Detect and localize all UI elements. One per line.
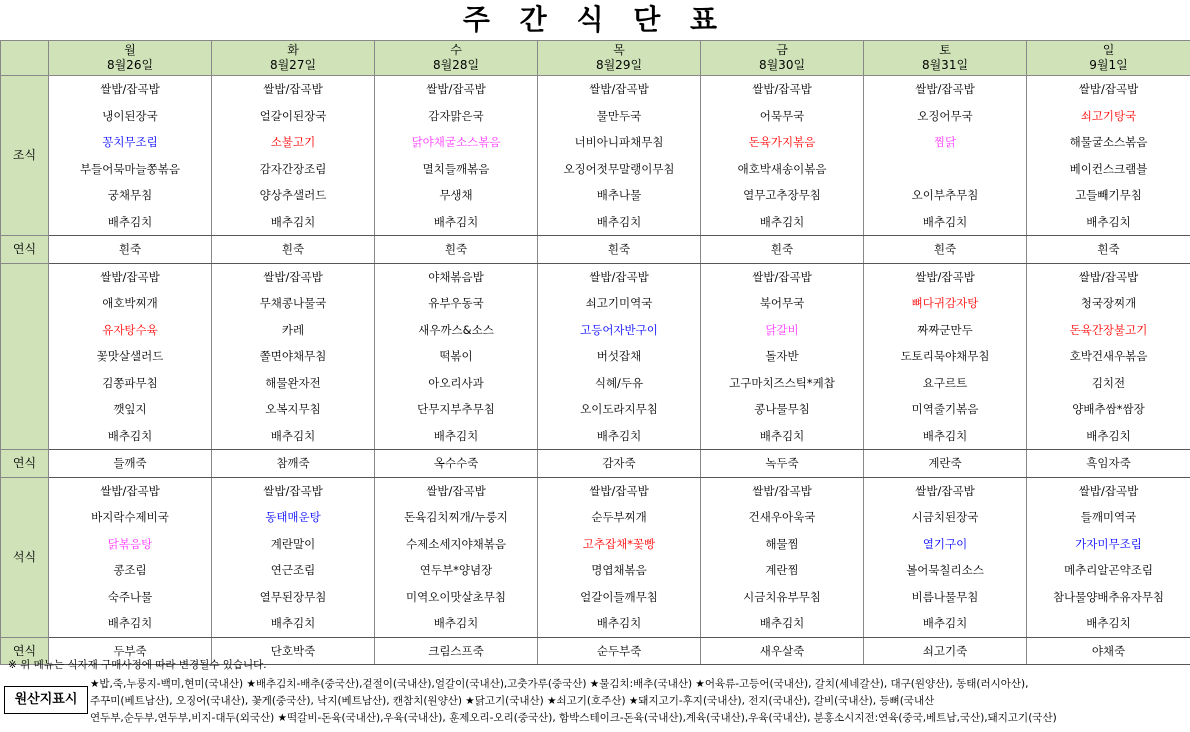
- menu-item: 바지락수제비국: [91, 510, 169, 524]
- menu-item: 참깨죽: [276, 456, 310, 470]
- breakfast-cell: [49, 76, 212, 236]
- menu-item: 닭야채굴소스볶음: [411, 135, 501, 149]
- snack2-cell: [375, 450, 538, 478]
- snack3-cell: [538, 637, 701, 665]
- lunch-cell: [1027, 263, 1190, 450]
- menu-item: 물만두국: [596, 108, 642, 123]
- menu-item: 배추김치: [596, 616, 642, 630]
- menu-item: 쌀밥/잡곡밥: [1078, 269, 1139, 284]
- snack3-cell: [375, 637, 538, 665]
- day-date: 8월28일: [432, 58, 480, 72]
- menu-item: 쇠고기탕국: [1080, 108, 1137, 123]
- menu-item: 오이도라지무침: [580, 402, 658, 416]
- menu-item: 쌀밥/잡곡밥: [426, 82, 486, 96]
- menu-item: 배추김치: [433, 616, 479, 630]
- menu-item: 쌀밥/잡곡밥: [589, 269, 649, 284]
- menu-item: 유자탕수육: [102, 322, 158, 337]
- menu-item: 식혜/두유: [594, 375, 644, 390]
- snack1-cell: [701, 236, 864, 264]
- menu-item: 호박건새우볶음: [1069, 349, 1148, 363]
- page-title: 주 간 식 단 표: [462, 3, 728, 36]
- menu-item: 가자미무조림: [1075, 536, 1142, 551]
- menu-item: 쇠고기미역국: [585, 296, 653, 310]
- menu-item: 감자맑은국: [428, 108, 484, 123]
- menu-item: 북어무국: [759, 296, 805, 310]
- day-name: 일: [1102, 43, 1115, 57]
- day-header: [212, 41, 375, 76]
- menu-item: 고등어자반구이: [580, 322, 658, 337]
- menu-item: 쌀밥/잡곡밥: [915, 483, 975, 498]
- origin-line: ★밥,죽,누룽지-백미,현미(국내산) ★배추김치-배추(중국산),겉절이(국내산),얼갈이(국내산),고춧가루(중국산) ★물김치:배추(국내산) ★어육류-고등어(국내산), 갈치(세네갈산), 대구(원양산), 동태(러시아산),: [90, 678, 1029, 690]
- lunch-cell: [538, 263, 701, 450]
- menu-item: 배추김치: [759, 214, 805, 229]
- menu-item: 흰죽: [770, 242, 794, 256]
- lunch-label: [1, 263, 49, 450]
- menu-item: 참나물양배추유자무침: [1052, 589, 1165, 604]
- menu-item: 흰죽: [118, 242, 142, 256]
- menu-item: 계란말이: [270, 536, 316, 551]
- menu-item: 두부죽: [113, 643, 147, 658]
- breakfast-label: 조식: [1, 76, 49, 236]
- menu-item: 옥수수죽: [433, 456, 479, 470]
- menu-item: 명엽채볶음: [591, 563, 647, 577]
- snack2-cell: [538, 450, 701, 478]
- menu-item: 오이부추무침: [911, 188, 979, 202]
- menu-item: 배추김치: [922, 616, 968, 630]
- menu-item: 쫄면야채무침: [259, 349, 327, 363]
- menu-item: 뼈다귀감자탕: [911, 296, 979, 310]
- menu-item: 쌀밥/잡곡밥: [100, 269, 160, 284]
- menu-item: 쇠고기죽: [922, 643, 968, 658]
- menu-item: 돈육가지볶음: [748, 135, 816, 149]
- menu-item: [864, 156, 1026, 183]
- menu-item: 아오리사과: [428, 375, 484, 390]
- menu-item: 버섯잡채: [596, 349, 642, 363]
- menu-item: 흰죽: [933, 242, 957, 256]
- menu-item: 해물완자전: [265, 375, 321, 390]
- menu-item: 깻잎지: [113, 402, 147, 416]
- menu-item: 애호박찌개: [102, 296, 158, 310]
- change-notice: ※ 위 메뉴는 식자재 구매사정에 따라 변경될수 있습니다.: [8, 659, 267, 671]
- snack1-cell: [864, 236, 1027, 264]
- menu-item: 배추김치: [922, 428, 968, 443]
- dinner-cell: [701, 477, 864, 637]
- menu-item: 고들빼기무침: [1075, 188, 1142, 202]
- menu-item: 미역줄기볶음: [911, 402, 979, 416]
- menu-item: 단무지부추무침: [417, 402, 495, 416]
- menu-item: 감자간장조림: [259, 161, 327, 176]
- menu-item: 야채죽: [1091, 643, 1126, 658]
- menu-item: 동태매운탕: [265, 510, 321, 524]
- menu-item: 야채볶음밥: [428, 269, 484, 284]
- menu-item: 오복지무침: [265, 402, 321, 416]
- snack1-cell: [375, 236, 538, 264]
- dinner-cell: [864, 477, 1027, 637]
- day-date: 8월27일: [269, 58, 317, 72]
- menu-item: 배추김치: [1086, 214, 1131, 229]
- menu-item: 쌀밥/잡곡밥: [100, 82, 160, 96]
- menu-item: 어묵무국: [759, 108, 805, 123]
- breakfast-cell: [538, 76, 701, 236]
- menu-item: 들깨죽: [113, 456, 147, 470]
- menu-item: 쌀밥/잡곡밥: [589, 483, 649, 498]
- snack2-cell: [1027, 450, 1190, 478]
- menu-item: 시금치유부무침: [743, 589, 821, 604]
- menu-item: 돌자반: [765, 349, 799, 363]
- origin-label: 원산지표시: [4, 686, 88, 714]
- menu-item: 닭볶음탕: [107, 536, 153, 551]
- menu-item: 순두부죽: [596, 643, 642, 658]
- snack3-cell: [701, 637, 864, 665]
- day-name: 수: [450, 43, 462, 57]
- menu-item: 배추김치: [107, 616, 153, 630]
- header-corner: [1, 41, 49, 76]
- day-date: 9월1일: [1089, 58, 1128, 72]
- menu-item: 베이컨스크램블: [1069, 161, 1148, 176]
- menu-item: 쌀밥/잡곡밥: [752, 483, 812, 498]
- menu-item: 소불고기: [270, 135, 316, 149]
- menu-item: 들깨미역국: [1080, 510, 1137, 524]
- menu-item: 쌀밥/잡곡밥: [915, 82, 975, 96]
- menu-item: 카레: [281, 322, 305, 337]
- menu-item: 쌀밥/잡곡밥: [100, 483, 160, 498]
- menu-item: 흑임자죽: [1086, 456, 1131, 470]
- menu-item: 얼갈이된장국: [259, 108, 327, 123]
- day-date: 8월30일: [758, 58, 806, 72]
- snack3-label: 연식: [1, 637, 49, 665]
- menu-item: 메추리알곤약조림: [1064, 563, 1153, 577]
- menu-item: 배추김치: [1086, 616, 1131, 630]
- menu-item: 배추김치: [270, 428, 316, 443]
- menu-item: 유부우동국: [428, 296, 484, 310]
- dinner-label: 석식: [1, 477, 49, 637]
- weekly-menu-table: [0, 40, 1190, 665]
- breakfast-cell: [1027, 76, 1190, 236]
- menu-item: 콩나물무침: [754, 402, 810, 416]
- day-name: 목: [613, 43, 625, 57]
- menu-item: 애호박새송이볶음: [737, 161, 827, 176]
- day-date: 8월31일: [921, 58, 969, 72]
- menu-item: 꽃맛살샐러드: [96, 349, 164, 363]
- menu-item: 쌀밥/잡곡밥: [915, 269, 975, 284]
- menu-item: 김치전: [1091, 375, 1126, 390]
- menu-item: 닭갈비: [765, 322, 799, 337]
- day-header: [375, 41, 538, 76]
- day-header: [864, 41, 1027, 76]
- day-name: 화: [287, 43, 299, 57]
- menu-item: 쌀밥/잡곡밥: [426, 483, 486, 498]
- menu-item: 배추김치: [107, 214, 153, 229]
- dinner-cell: [375, 477, 538, 637]
- menu-item: 흰죽: [281, 242, 305, 256]
- menu-item: 흰죽: [607, 242, 631, 256]
- menu-item: 콩조림: [113, 563, 147, 577]
- menu-item: 해물찜: [765, 536, 799, 551]
- menu-item: 양배추쌈*쌈장: [1072, 402, 1145, 416]
- menu-item: 찜닭: [933, 135, 957, 149]
- menu-item: 볼어묵칠리소스: [906, 563, 984, 577]
- menu-item: 양상추샐러드: [259, 188, 327, 202]
- menu-item: 쌀밥/잡곡밥: [1078, 82, 1139, 96]
- menu-item: 배추김치: [270, 616, 316, 630]
- lunch-cell: [212, 263, 375, 450]
- menu-item: 도토리묵야채무침: [900, 349, 990, 363]
- menu-item: 부들어묵마늘쫑볶음: [80, 161, 180, 176]
- origin-line: 연두부,순두부,연두부,비지-대두(외국산) ★떡갈비-돈육(국내산),우육(국내산), 훈제오리-오리(중국산), 함박스테이크-돈육(국내산),계육(국내산),우육(국내산), 분홍소시지전:연육(중국,베트남,국산),돼지고기(국산): [90, 712, 1057, 724]
- snack2-cell: [212, 450, 375, 478]
- snack1-label: 연식: [1, 236, 49, 264]
- menu-item: 건새우아욱국: [748, 510, 816, 524]
- snack2-cell: [49, 450, 212, 478]
- menu-item: 단호박죽: [270, 643, 316, 658]
- day-header: [701, 41, 864, 76]
- menu-item: 쌀밥/잡곡밥: [1078, 483, 1139, 498]
- snack1-cell: [538, 236, 701, 264]
- snack1-cell: [212, 236, 375, 264]
- menu-item: 오징어젓무말랭이무침: [563, 161, 675, 176]
- menu-item: 새우살죽: [759, 643, 805, 658]
- menu-item: 무채콩나물국: [259, 296, 327, 310]
- menu-item: 요구르트: [922, 375, 968, 390]
- menu-item: 돈육간장불고기: [1069, 322, 1148, 337]
- menu-item: 돈육김치찌개/누룽지: [404, 510, 508, 524]
- menu-item: 냉이된장국: [102, 108, 158, 123]
- menu-item: 해물굴소스볶음: [1069, 135, 1148, 149]
- origin-line: 주꾸미(베트남산), 오징어(국내산), 꽃게(중국산), 낙지(베트남산), 캔참치(원양산) ★닭고기(국내산) ★쇠고기(호주산) ★돼지고기-후지(국내산), 전지(국내산), 갈비(국내산), 등뼈(국내산: [90, 695, 935, 707]
- menu-item: 연근조림: [270, 563, 316, 577]
- menu-item: 미역오이맛살초무침: [406, 589, 506, 604]
- menu-item: 열무고추장무침: [743, 188, 821, 202]
- day-header: [49, 41, 212, 76]
- menu-item: 떡볶이: [439, 349, 473, 363]
- menu-item: 배추김치: [922, 214, 968, 229]
- menu-item: 크림스프죽: [428, 643, 484, 658]
- lunch-cell: [864, 263, 1027, 450]
- snack3-cell: [1027, 637, 1190, 665]
- day-date: 8월29일: [595, 58, 643, 72]
- breakfast-cell: [375, 76, 538, 236]
- day-name: 토: [939, 43, 951, 57]
- menu-item: 감자죽: [602, 456, 636, 470]
- menu-item: 비름나물무침: [911, 589, 979, 604]
- menu-item: 무생채: [439, 188, 473, 202]
- dinner-cell: [538, 477, 701, 637]
- day-name: 월: [124, 43, 136, 57]
- breakfast-cell: [701, 76, 864, 236]
- breakfast-cell: [864, 76, 1027, 236]
- menu-item: 배추김치: [759, 428, 805, 443]
- menu-item: 얼갈이들깨무침: [580, 589, 658, 604]
- day-date: 8월26일: [106, 58, 154, 72]
- lunch-cell: [375, 263, 538, 450]
- menu-item: 쌀밥/잡곡밥: [589, 82, 649, 96]
- snack2-label: 연식: [1, 450, 49, 478]
- dinner-cell: [212, 477, 375, 637]
- menu-item: 수제소세지야채볶음: [406, 536, 506, 551]
- menu-item: 녹두죽: [765, 456, 799, 470]
- dinner-cell: [49, 477, 212, 637]
- menu-item: 궁채무침: [107, 188, 153, 202]
- snack3-cell: [864, 637, 1027, 665]
- menu-item: 배추김치: [433, 428, 479, 443]
- dinner-cell: [1027, 477, 1190, 637]
- menu-item: 쌀밥/잡곡밥: [752, 269, 812, 284]
- menu-item: 짜짜군만두: [917, 322, 973, 337]
- menu-item: 쌀밥/잡곡밥: [263, 483, 323, 498]
- snack1-cell: [49, 236, 212, 264]
- lunch-cell: [701, 263, 864, 450]
- day-name: 금: [776, 43, 788, 57]
- menu-item: 배추김치: [759, 616, 805, 630]
- origin-text: [90, 676, 1188, 727]
- menu-item: 멸치들깨볶음: [422, 161, 490, 176]
- menu-item: 흰죽: [444, 242, 468, 256]
- menu-item: 계란찜: [765, 563, 799, 577]
- menu-item: 배추김치: [433, 214, 479, 229]
- menu-item: 배추김치: [107, 428, 153, 443]
- menu-item: 너비아니파채무침: [574, 135, 664, 149]
- menu-item: 계란죽: [928, 456, 962, 470]
- menu-item: 쌀밥/잡곡밥: [263, 269, 323, 284]
- menu-item: 김쫑파무침: [102, 375, 158, 390]
- menu-item: 쌀밥/잡곡밥: [263, 82, 323, 96]
- menu-item: 흰죽: [1097, 242, 1120, 256]
- menu-item: 고추잡채*꽃빵: [582, 536, 656, 551]
- menu-item: 연두부*양념장: [419, 563, 493, 577]
- menu-item: 배추김치: [596, 214, 642, 229]
- menu-item: 배추김치: [596, 428, 642, 443]
- snack2-cell: [701, 450, 864, 478]
- menu-item: 배추김치: [1086, 428, 1131, 443]
- lunch-cell: [49, 263, 212, 450]
- menu-item: 숙주나물: [107, 589, 153, 604]
- menu-item: 꽁치무조림: [102, 135, 158, 149]
- menu-item: 열무된장무침: [259, 589, 327, 604]
- menu-item: 새우까스&소스: [418, 322, 494, 337]
- breakfast-cell: [212, 76, 375, 236]
- menu-item: 고구마치즈스틱*케찹: [729, 375, 835, 390]
- menu-item: 열기구이: [922, 536, 968, 551]
- snack1-cell: [1027, 236, 1190, 264]
- menu-item: 오징어무국: [917, 108, 973, 123]
- menu-item: 시금치된장국: [911, 510, 979, 524]
- snack2-cell: [864, 450, 1027, 478]
- day-header: [538, 41, 701, 76]
- menu-item: 배추나물: [596, 188, 642, 202]
- day-header: [1027, 41, 1190, 76]
- menu-item: 순두부찌개: [591, 510, 647, 524]
- menu-item: 쌀밥/잡곡밥: [752, 82, 812, 96]
- menu-item: 청국장찌개: [1080, 296, 1137, 310]
- menu-item: 배추김치: [270, 214, 316, 229]
